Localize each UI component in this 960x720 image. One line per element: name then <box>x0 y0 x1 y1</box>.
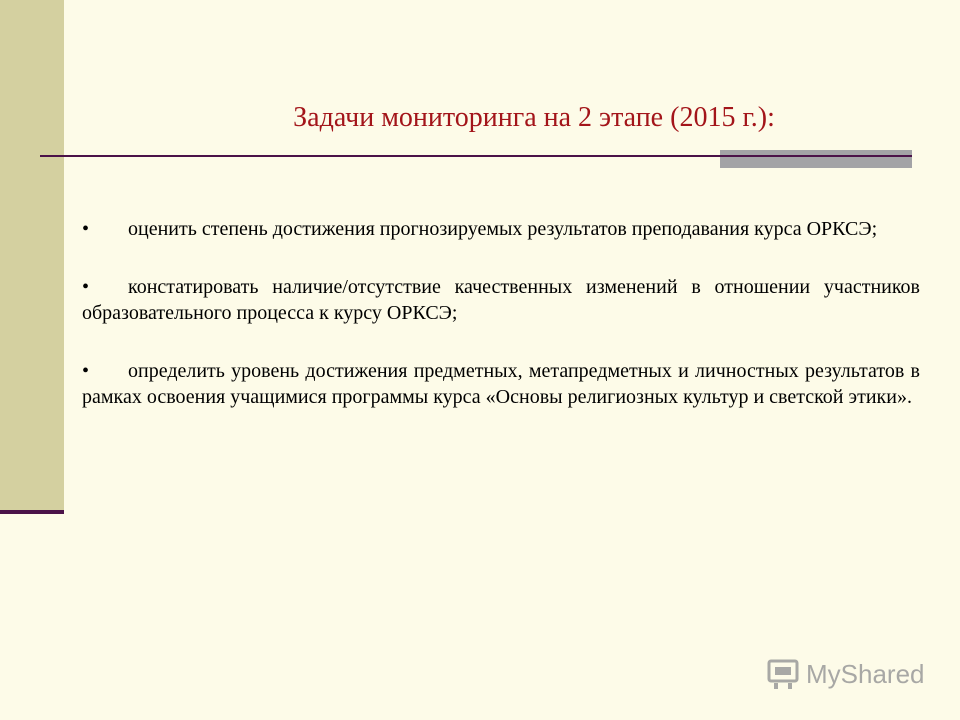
bullet-text: определить уровень достижения предметных, метапредметных и личностных результатов в рамках освоения учащимися программы курса «Основы религиозных культур и светской этики». <box>82 360 920 408</box>
list-item <box>82 216 920 242</box>
bullet-dot: • <box>82 276 90 298</box>
bullet-text: констатировать наличие/отсутствие качественных изменений в отношении участников образовательного процесса к курсу ОРКСЭ; <box>82 276 920 324</box>
divider-accent-block <box>720 150 912 168</box>
bullet-dot: • <box>82 360 90 382</box>
watermark-text: MyShared <box>806 658 925 689</box>
list-item <box>82 274 920 326</box>
left-decorative-bar <box>0 0 64 512</box>
myshared-watermark <box>766 654 925 694</box>
divider-accent-line <box>720 155 912 157</box>
bullet-dot: • <box>82 218 90 240</box>
myshared-logo-icon <box>766 657 800 691</box>
bullet-text: оценить степень достижения прогнозируемых результатов преподавания курса ОРКСЭ; <box>128 218 878 240</box>
left-bar-underline <box>0 510 64 514</box>
slide-title: Задачи мониторинга на 2 этапе (2015 г.): <box>293 102 775 133</box>
list-item <box>82 358 920 410</box>
bullet-list <box>82 216 920 442</box>
